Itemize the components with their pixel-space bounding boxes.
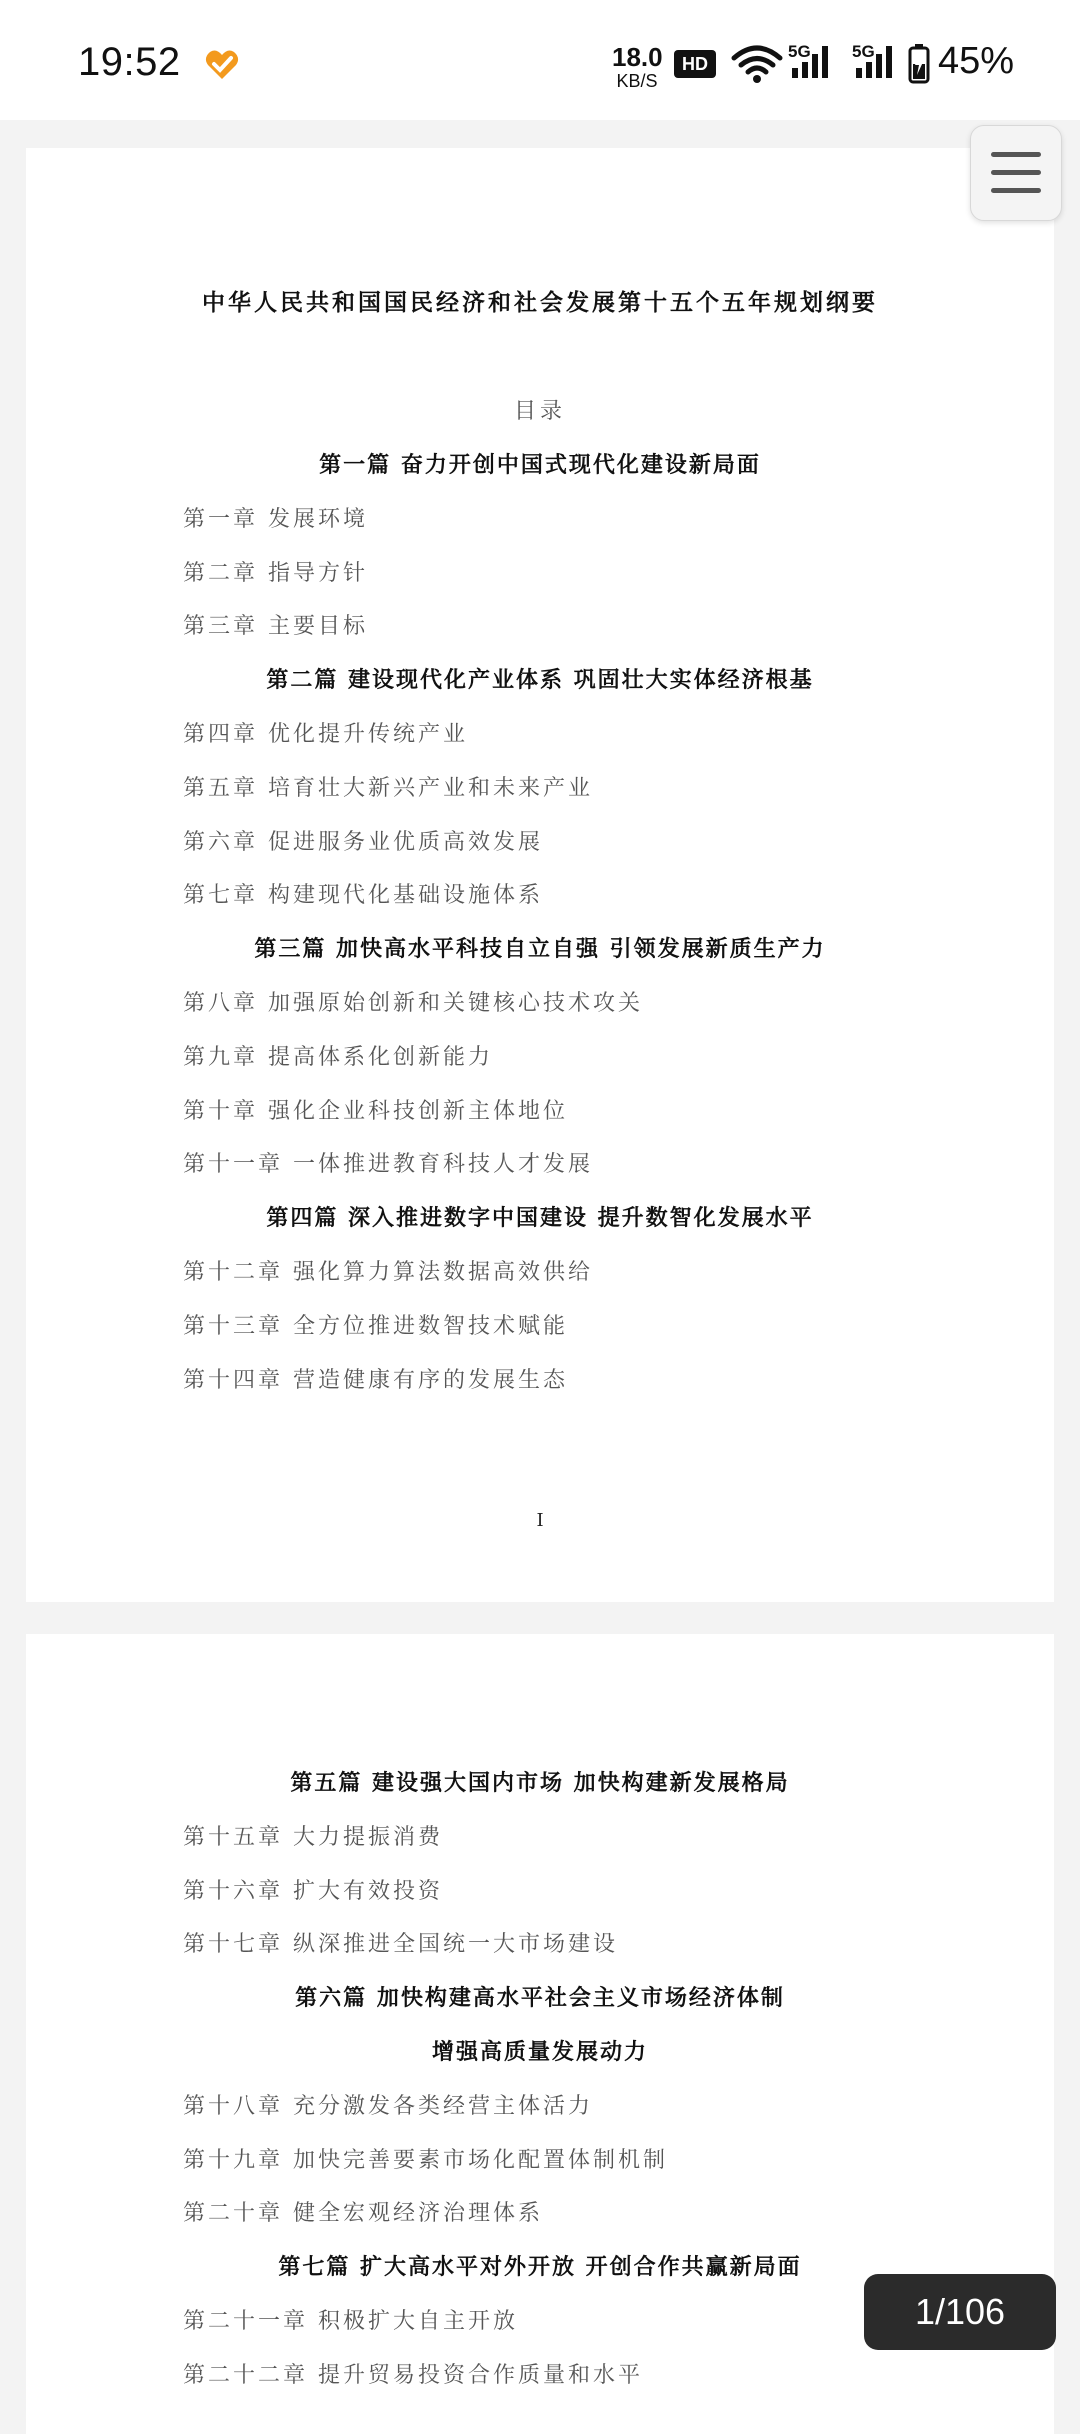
network-speed-unit: KB/S xyxy=(616,71,658,91)
status-bar xyxy=(0,0,1080,120)
toc-chapter-item[interactable]: 第十六章 扩大有效投资 xyxy=(183,1878,443,1904)
document-title: 中华人民共和国国民经济和社会发展第十五个五年规划纲要 xyxy=(202,289,878,316)
toc-chapter-item[interactable]: 第四章 优化提升传统产业 xyxy=(183,722,468,747)
signal-2-network-label: 5G xyxy=(852,42,875,61)
toc-chapter-item[interactable]: 第十章 强化企业科技创新主体地位 xyxy=(183,1098,568,1124)
toc-chapter-item[interactable]: 第三章 主要目标 xyxy=(183,614,368,640)
toc-part-heading[interactable]: 增强高质量发展动力 xyxy=(431,2039,648,2065)
toc-chapter-item[interactable]: 第二十二章 提升贸易投资合作质量和水平 xyxy=(183,2362,643,2388)
toc-chapter-item[interactable]: 第十四章 营造健康有序的发展生态 xyxy=(183,1367,568,1393)
heart-check-icon xyxy=(204,46,240,82)
toc-chapter-item[interactable]: 第九章 提高体系化创新能力 xyxy=(183,1044,493,1070)
network-speed-value: 18.0 xyxy=(612,42,663,72)
network-speed xyxy=(612,44,662,90)
cellular-signal-icon-2 xyxy=(852,42,900,82)
toc-chapter-item[interactable]: 第十九章 加快完善要素市场化配置体制机制 xyxy=(183,2147,668,2173)
hamburger-menu-icon-line xyxy=(991,188,1041,193)
toc-part-heading[interactable]: 第三篇 加快高水平科技自立自强 引领发展新质生产力 xyxy=(254,936,826,963)
toc-chapter-item[interactable]: 第六章 促进服务业优质高效发展 xyxy=(183,829,543,855)
toc-chapter-item[interactable]: 第七章 构建现代化基础设施体系 xyxy=(183,883,543,909)
toc-part-heading[interactable]: 第一篇 奋力开创中国式现代化建设新局面 xyxy=(319,452,761,478)
battery-charging-icon xyxy=(908,44,930,84)
hamburger-menu-icon-line xyxy=(991,170,1041,175)
toc-chapter-item[interactable]: 第一章 发展环境 xyxy=(183,506,368,532)
toc-chapter-item[interactable]: 第十二章 强化算力算法数据高效供给 xyxy=(183,1260,593,1285)
hamburger-menu-icon xyxy=(991,152,1041,157)
page-number: I xyxy=(536,1510,544,1531)
menu-button[interactable] xyxy=(970,125,1062,221)
hd-voice-badge: HD xyxy=(674,50,716,78)
toc-part-heading[interactable]: 第六篇 加快构建高水平社会主义市场经济体制 xyxy=(295,1985,785,2012)
toc-chapter-item[interactable]: 第二十章 健全宏观经济治理体系 xyxy=(183,2201,543,2227)
toc-chapter-item[interactable]: 第二章 指导方针 xyxy=(183,560,368,586)
toc-chapter-item[interactable]: 第十八章 充分激发各类经营主体活力 xyxy=(183,2093,593,2119)
toc-chapter-item[interactable]: 第十三章 全方位推进数智技术赋能 xyxy=(183,1313,568,1339)
toc-chapter-item[interactable]: 第十七章 纵深推进全国统一大市场建设 xyxy=(183,1932,618,1958)
document-page-1[interactable] xyxy=(26,148,1054,1602)
signal-1-network-label: 5G xyxy=(788,42,811,61)
battery-percent: 45% xyxy=(938,40,1015,82)
cellular-signal-icon xyxy=(788,42,836,82)
toc-part-heading[interactable]: 第七篇 扩大高水平对外开放 开创合作共赢新局面 xyxy=(278,2254,802,2281)
page-indicator[interactable]: 1/106 xyxy=(864,2274,1056,2350)
toc-chapter-item[interactable]: 第八章 加强原始创新和关键核心技术攻关 xyxy=(183,991,643,1016)
toc-chapter-item[interactable]: 第二十一章 积极扩大自主开放 xyxy=(183,2309,518,2334)
toc-part-heading[interactable]: 第四篇 深入推进数字中国建设 提升数智化发展水平 xyxy=(266,1205,814,1232)
wifi-icon xyxy=(730,44,784,84)
toc-heading: 目录 xyxy=(513,399,566,424)
toc-part-heading[interactable]: 第五篇 建设强大国内市场 加快构建新发展格局 xyxy=(290,1770,790,1796)
toc-chapter-item[interactable]: 第十五章 大力提振消费 xyxy=(183,1824,443,1850)
toc-part-heading[interactable]: 第二篇 建设现代化产业体系 巩固壮大实体经济根基 xyxy=(266,667,814,694)
toc-chapter-item[interactable]: 第五章 培育壮大新兴产业和未来产业 xyxy=(183,775,593,801)
toc-chapter-item[interactable]: 第十一章 一体推进教育科技人才发展 xyxy=(183,1152,593,1178)
status-time: 19:52 xyxy=(78,40,181,84)
